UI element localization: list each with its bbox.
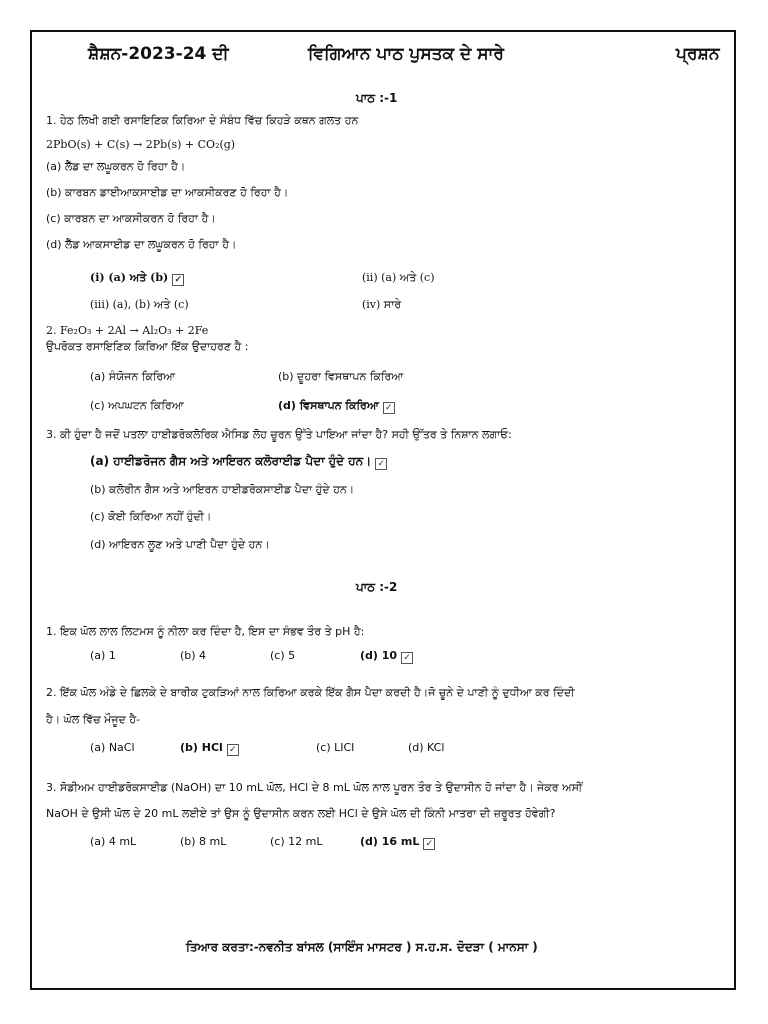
l1-q3-option-c: (c) ਕੋਈ ਕਿਰਿਆ ਨਹੀਂ ਹੁੰਦੀ। [90, 510, 212, 523]
l1-q1-option-2: (ii) (a) ਅਤੇ (c) [362, 271, 435, 284]
checkbox-tick-icon: ✓ [172, 274, 184, 286]
checkbox-tick-icon: ✓ [383, 402, 395, 414]
checkbox-tick-icon: ✓ [423, 838, 435, 850]
l2-q1-option-b: (b) 4 [180, 649, 207, 662]
l2-q2-line1: 2. ਇੱਕ ਘੋਲ ਅੰਡੇ ਦੇ ਛਿਲਕੇ ਦੇ ਬਾਰੀਕ ਟੁਕੜਿਆਂ ਨਾਲ ਕਿਰਿਆ ਕਰਕੇ ਇੱਕ ਗੈਸ ਪੈਦਾ ਕਰਦੀ ਹੈ।ਜੋ ਚੂਨੇ ਦੇ ਪਾਣੀ ਨੂੰ ਦੁਧੀਆ ਕਰ ਦਿੰਦੀ [46, 686, 575, 699]
l1-q1-statement-a: (a) ਲੈੱਡ ਦਾ ਲਘੂਕਰਨ ਹੋ ਰਿਹਾ ਹੈ। [46, 160, 186, 173]
lesson-2-heading: ਪਾਠ :-2 [356, 580, 398, 594]
l2-q1-option-d: (d) 10 ✓ [360, 649, 413, 664]
l1-q2-equation: 2. Fe₂O₃ + 2Al → Al₂O₃ + 2Fe [46, 324, 209, 337]
l1-q3-text: 3. ਕੀ ਹੁੰਦਾ ਹੈ ਜਦੋਂ ਪਤਲਾ ਹਾਈਡਰੋਕਲੋਰਿਕ ਐਸਿਡ ਲੋਹ ਚੂਰਨ ਉੱਤੇ ਪਾਇਆ ਜਾਂਦਾ ਹੈ? ਸਹੀ ਉੱਤਰ ਤੇ ਨਿਸ਼ਾਨ ਲਗਾਓ: [46, 428, 512, 441]
l2-q3-option-a: (a) 4 mL [90, 835, 137, 848]
header-questions: ਪ੍ਰਸ਼ਨ [676, 44, 720, 64]
l2-q3-line1: 3. ਸੋਡੀਅਮ ਹਾਈਡਰੋਕਸਾਈਡ (NaOH) ਦਾ 10 mL ਘੋਲ, HCl ਦੇ 8 mL ਘੋਲ ਨਾਲ ਪੂਰਨ ਤੌਰ ਤੇ ਉਦਾਸੀਨ ਹੋ ਜਾਂਦਾ ਹੈ। ਜੇਕਰ ਅਸੀਂ [46, 781, 583, 794]
l1-q1-text: 1. ਹੇਠ ਲਿਖੀ ਗਈ ਰਸਾਇਣਿਕ ਕਿਰਿਆ ਦੇ ਸੰਬੰਧ ਵਿੱਚ ਕਿਹੜੇ ਕਥਨ ਗਲਤ ਹਨ [46, 114, 359, 127]
l2-q3-line2: NaOH ਦੇ ਉਸੀ ਘੋਲ ਦੇ 20 mL ਲਈਏ ਤਾਂ ਉਸ ਨੂੰ ਉਦਾਸੀਨ ਕਰਨ ਲਈ HCl ਦੇ ਉਸੇ ਘੋਲ ਦੀ ਕਿੰਨੀ ਮਾਤਰਾ ਦੀ ਜ਼ਰੂਰਤ ਹੋਵੇਗੀ? [46, 807, 556, 820]
l2-q2-line2: ਹੈ। ਘੋਲ ਵਿੱਚ ਮੌਜੂਦ ਹੈ- [46, 713, 141, 726]
l1-q2-text: ਉਪਰੋਕਤ ਰਸਾਇਣਿਕ ਕਿਰਿਆ ਇੱਕ ਉਦਾਹਰਣ ਹੈ : [46, 340, 249, 353]
checkbox-tick-icon: ✓ [227, 744, 239, 756]
l2-q3-option-c: (c) 12 mL [270, 835, 323, 848]
l1-q2-option-c: (c) ਅਪਘਟਨ ਕਿਰਿਆ [90, 399, 184, 412]
l1-q1-statement-c: (c) ਕਾਰਬਨ ਦਾ ਆਕਸੀਕਰਨ ਹੋ ਰਿਹਾ ਹੈ। [46, 212, 216, 225]
checkbox-tick-icon: ✓ [375, 458, 387, 470]
l1-q1-equation: 2PbO(s) + C(s) → 2Pb(s) + CO₂(g) [46, 138, 236, 151]
l1-q2-option-a: (a) ਸੰਯੋਜਨ ਕਿਰਿਆ [90, 370, 176, 383]
l2-q2-option-b: (b) HCl ✓ [180, 741, 239, 756]
header-subject: ਵਿਗਿਆਨ ਪਾਠ ਪੁਸਤਕ ਦੇ ਸਾਰੇ [308, 44, 504, 64]
l2-q2-option-d: (d) KCl [408, 741, 445, 754]
l1-q3-option-d: (d) ਆਇਰਨ ਲੂਣ ਅਤੇ ਪਾਣੀ ਪੈਦਾ ਹੁੰਦੇ ਹਨ। [90, 538, 270, 551]
l1-q2-option-b: (b) ਦੂਹਰਾ ਵਿਸਥਾਪਨ ਕਿਰਿਆ [278, 370, 404, 383]
checkbox-tick-icon: ✓ [401, 652, 413, 664]
l2-q2-option-c: (c) LICI [316, 741, 355, 754]
l2-q1-option-a: (a) 1 [90, 649, 116, 662]
l1-q1-option-1: (i) (a) ਅਤੇ (b) ✓ [90, 271, 184, 286]
l2-q1-option-c: (c) 5 [270, 649, 296, 662]
lesson-1-heading: ਪਾਠ :-1 [356, 91, 398, 105]
l2-q3-option-d: (d) 16 mL ✓ [360, 835, 435, 850]
l2-q1-text: 1. ਇਕ ਘੋਲ ਲਾਲ ਲਿਟਮਸ ਨੂੰ ਨੀਲਾ ਕਰ ਦਿੰਦਾ ਹੈ, ਇਸ ਦਾ ਸੰਭਵ ਤੌਰ ਤੇ pH ਹੈ: [46, 625, 365, 638]
l1-q1-option-3: (iii) (a), (b) ਅਤੇ (c) [90, 298, 189, 311]
l1-q2-option-d: (d) ਵਿਸਥਾਪਨ ਕਿਰਿਆ ✓ [278, 399, 395, 414]
l2-q3-option-b: (b) 8 mL [180, 835, 227, 848]
l1-q1-statement-b: (b) ਕਾਰਬਨ ਡਾਈਆਕਸਾਈਡ ਦਾ ਆਕਸੀਕਰਣ ਹੋ ਰਿਹਾ ਹੈ। [46, 186, 289, 199]
header-session: ਸ਼ੈਸ਼ਨ-2023-24 ਦੀ [88, 44, 229, 64]
l1-q3-option-a: (a) ਹਾਈਡਰੋਜਨ ਗੈਸ ਅਤੇ ਆਇਰਨ ਕਲੋਰਾਈਡ ਪੈਦਾ ਹੁੰਦੇ ਹਨ। ✓ [90, 454, 387, 470]
l1-q1-statement-d: (d) ਲੈੱਡ ਆਕਸਾਈਡ ਦਾ ਲਘੂਕਰਨ ਹੋ ਰਿਹਾ ਹੈ। [46, 238, 237, 251]
l1-q1-option-4: (iv) ਸਾਰੇ [362, 298, 402, 311]
l2-q2-option-a: (a) NaCl [90, 741, 135, 754]
footer-author: ਤਿਆਰ ਕਰਤਾ:-ਨਵਨੀਤ ਬਾਂਸਲ (ਸਾਇੰਸ ਮਾਸਟਰ ) ਸ.ਹ.ਸ. ਦੋਦੜਾ ( ਮਾਨਸਾ ) [186, 940, 538, 954]
l1-q3-option-b: (b) ਕਲੋਰੀਨ ਗੈਸ ਅਤੇ ਆਇਰਨ ਹਾਈਡਰੋਕਸਾਈਡ ਪੈਦਾ ਹੁੰਦੇ ਹਨ। [90, 483, 355, 496]
